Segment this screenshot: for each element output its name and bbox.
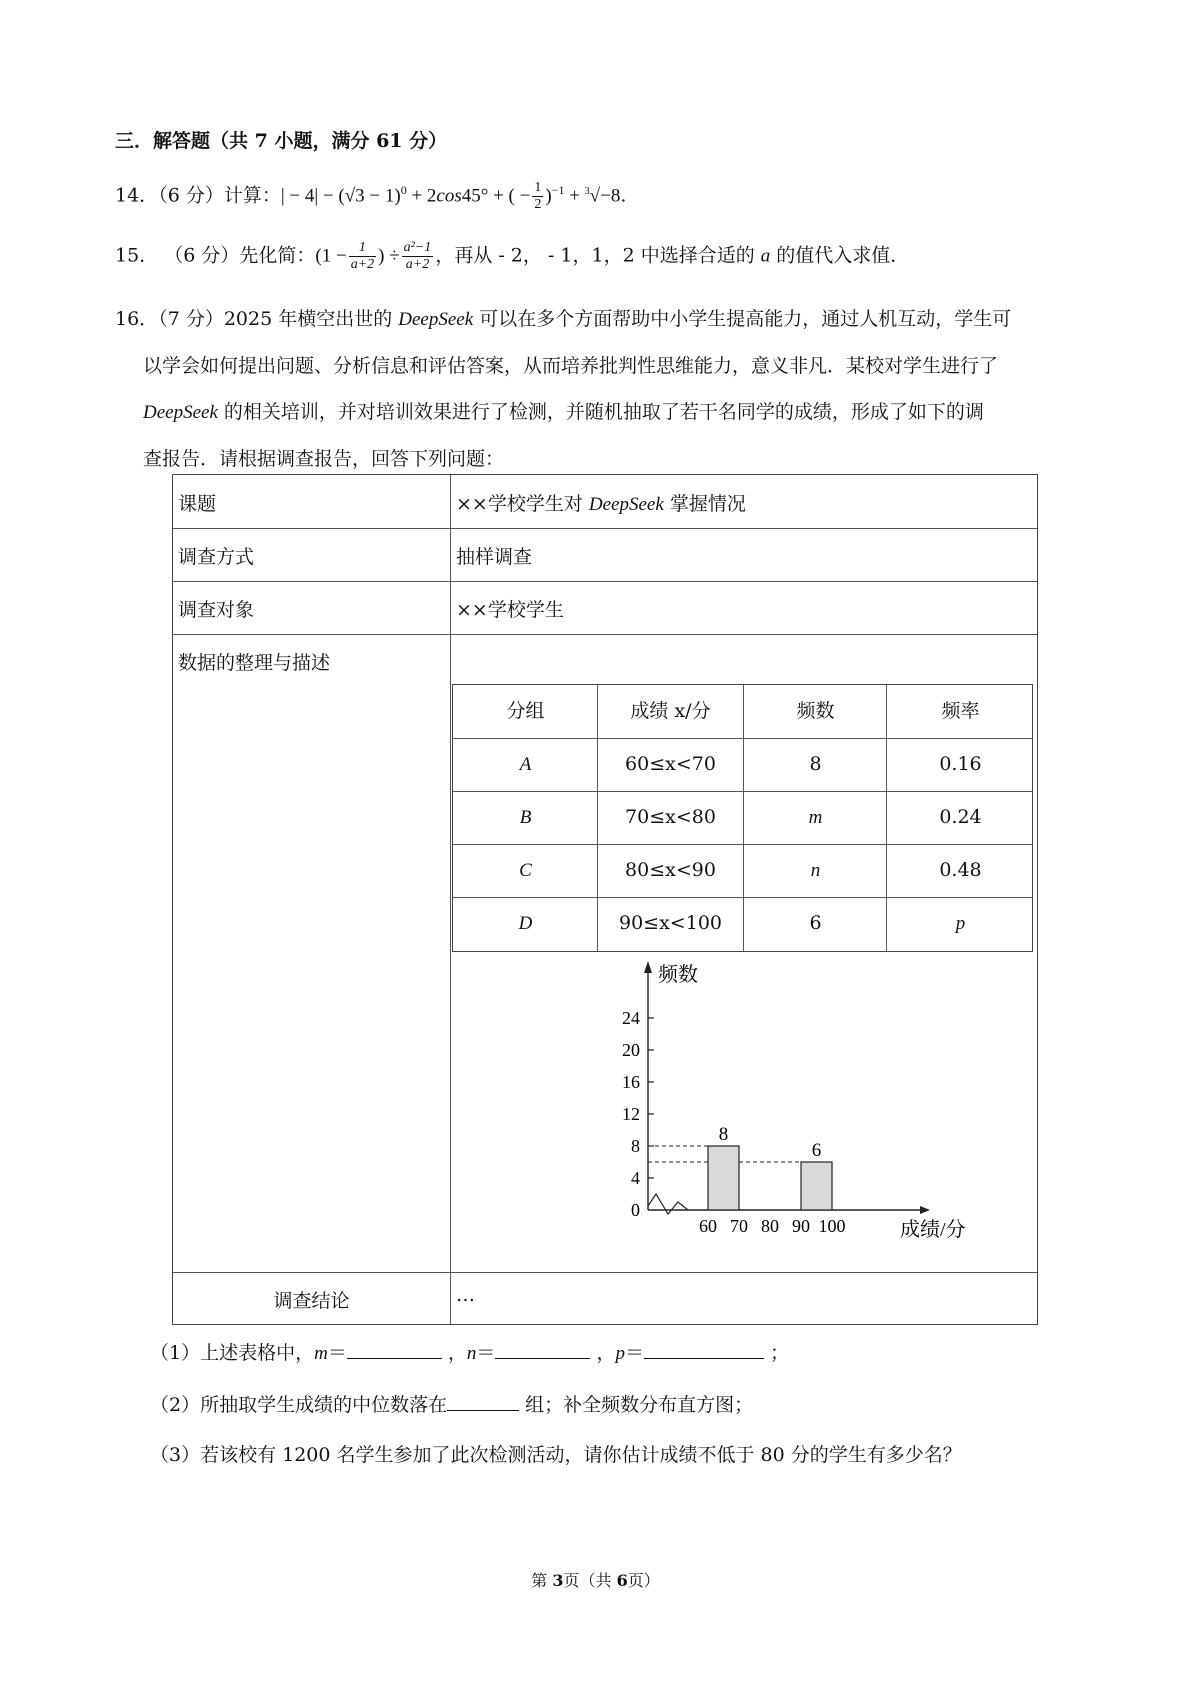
q14-fraction: [532, 180, 543, 213]
topic-pre: ××学校学生对: [456, 493, 589, 515]
s1-end: ；: [763, 1342, 790, 1364]
freq-cell: 80≤x<90: [625, 859, 716, 881]
report-row-line: [173, 634, 1037, 635]
freq-cell: A: [519, 754, 532, 775]
x-tick-label: 100: [818, 1216, 846, 1236]
subquestion-1: [150, 1338, 789, 1365]
q14-expr-b: + 2: [406, 185, 437, 207]
q14-expr-d: ): [545, 185, 552, 207]
q15-part2: ) ÷: [378, 245, 400, 267]
answer-blank-p[interactable]: [644, 1338, 764, 1359]
x-axis-arrow: [920, 1206, 930, 1214]
frequency-table: [452, 684, 1033, 952]
q16-line-2: [115, 343, 1090, 389]
answer-blank-n[interactable]: [495, 1338, 590, 1359]
q15-part4: 的值代入求值．: [770, 244, 910, 267]
q14-expr-e: +: [564, 185, 585, 207]
s1-comma-1: ，: [441, 1342, 467, 1364]
q16-text-5: 查报告．请根据调查报告，回答下列问题：: [143, 448, 505, 470]
q15-f2-den: a+2: [405, 257, 430, 272]
q14-cos: cos: [436, 185, 462, 207]
freq-cell: 0.24: [939, 806, 982, 828]
y-axis-arrow: [644, 961, 652, 973]
y-tick-label: 4: [631, 1168, 640, 1188]
section-title: 三．解答题（共 7 小题，满分 61 分）: [115, 130, 448, 152]
q15-f2-num: a²−1: [403, 240, 432, 255]
q16-text-2: 可以在多个方面帮助中小学生提高能力，通过人机互动，学生可: [473, 308, 1012, 330]
report-row-line: [173, 1272, 1037, 1273]
x-tick-label: 60: [699, 1216, 717, 1236]
x-tick-label: 80: [761, 1216, 779, 1236]
question-15: [115, 240, 909, 273]
freq-header-group: 分组: [506, 700, 545, 722]
s1-p: p: [615, 1343, 625, 1364]
q15-fraction-1: [349, 240, 376, 273]
q14-expr-a: | − 4| − (√3 − 1): [280, 185, 401, 207]
s1-eq-n: ＝: [476, 1342, 496, 1364]
report-row-line: [173, 581, 1037, 582]
q14-points: （6 分）: [158, 184, 224, 207]
q14-exp-neg1: −1: [551, 183, 565, 198]
q16-text-1: 2025 年横空出世的: [223, 308, 399, 330]
page-footer: [0, 1568, 1191, 1591]
q15-part1: (1 −: [315, 245, 347, 267]
report-row-line: [173, 528, 1037, 529]
subquestion-2: [150, 1390, 753, 1417]
freq-header-score: 成绩 x/分: [630, 700, 711, 722]
x-tick-label: 90: [792, 1216, 810, 1236]
method-value: 抽样调查: [456, 546, 533, 568]
q16-deepseek-2: DeepSeek: [143, 402, 218, 423]
freq-cell: 70≤x<80: [625, 806, 716, 828]
freq-cell: m: [808, 807, 823, 828]
s1-eq-p: ＝: [624, 1342, 644, 1364]
q16-points: （7 分）: [158, 308, 224, 330]
s1-m: m: [314, 1343, 328, 1364]
freq-cell: 90≤x<100: [619, 912, 722, 934]
subquestion-3: （3）若该校有 1200 名学生参加了此次检测活动，请你估计成绩不低于 80 分的学生有多少名？: [150, 1444, 962, 1466]
y-axis-label: 频数: [658, 964, 698, 986]
q14-frac-num: 1: [534, 180, 542, 195]
freq-cell: p: [955, 913, 966, 934]
q16-line-3: [115, 389, 1090, 436]
answer-blank-m[interactable]: [347, 1338, 442, 1359]
footer-pre: 第: [531, 1571, 553, 1590]
histogram-bar: [708, 1146, 739, 1210]
bar-value-label: 8: [718, 1124, 729, 1145]
object-value: ××学校学生: [456, 599, 564, 621]
s2-text-a: （2）所抽取学生成绩的中位数落在: [150, 1394, 448, 1416]
q16-deepseek-1: DeepSeek: [398, 309, 474, 330]
q14-expr-c: 45° + ( −: [461, 185, 531, 207]
q15-fraction-2: [402, 240, 434, 273]
data-label: 数据的整理与描述: [178, 652, 331, 674]
freq-header-rate: 频率: [941, 700, 980, 722]
q15-var: a: [760, 245, 771, 267]
q16-text-3: 以学会如何提出问题、分析信息和评估答案，从而培养批判性思维能力，意义非凡．某校对学生进行了: [143, 355, 999, 377]
x-tick-label: 70: [730, 1216, 748, 1236]
y-tick-label: 0: [631, 1200, 640, 1220]
q15-points: （6 分）: [164, 244, 240, 267]
q16-text-4: 的相关培训，并对培训效果进行了检测，并随机抽取了若干名同学的成绩，形成了如下的调: [217, 401, 984, 423]
y-tick-label: 16: [622, 1072, 640, 1092]
q15-prompt: 先化简：: [239, 244, 316, 267]
footer-page: 3: [552, 1571, 564, 1590]
freq-cell: D: [518, 913, 533, 934]
q14-prompt: 计算：: [223, 184, 281, 207]
s2-text-b: 组；补全频数分布直方图；: [519, 1394, 754, 1416]
method-label: 调查方式: [178, 546, 255, 568]
topic-deepseek: DeepSeek: [588, 494, 664, 515]
s1-comma-2: ，: [590, 1342, 616, 1364]
freq-header-count: 频数: [796, 700, 835, 722]
topic-label: 课题: [178, 493, 217, 515]
freq-cell: B: [519, 807, 532, 828]
q14-end: .: [620, 184, 627, 207]
y-tick-label: 12: [622, 1104, 640, 1124]
footer-post: 页）: [627, 1571, 660, 1590]
freq-cell: 60≤x<70: [625, 753, 716, 775]
q14-number: 14．: [115, 184, 159, 207]
object-label: 调查对象: [178, 599, 255, 621]
q15-part3: ，再从 - 2， - 1，1，2 中选择合适的: [435, 244, 761, 267]
topic-value: [456, 489, 746, 516]
report-divider: [450, 475, 451, 1324]
answer-blank-median-group[interactable]: [447, 1390, 519, 1411]
s1-eq-m: ＝: [327, 1342, 347, 1364]
q14-exp-zero: 0: [400, 183, 407, 198]
freq-cell: 0.48: [939, 859, 982, 881]
conclusion-value: …: [456, 1284, 475, 1306]
bar-value-label: 6: [811, 1140, 822, 1161]
question-16: [115, 296, 1090, 482]
freq-cell: 6: [809, 912, 822, 934]
q15-number: 15．: [115, 244, 159, 267]
freq-cell: 8: [809, 753, 822, 775]
q15-f1-num: 1: [349, 240, 376, 257]
x-axis-label: 成绩/分: [900, 1219, 966, 1241]
q14-cube-index: 3: [584, 186, 590, 198]
footer-mid: 页（共: [563, 1571, 617, 1590]
histogram-bar: [801, 1162, 832, 1210]
y-tick-label: 8: [631, 1136, 640, 1156]
footer-total: 6: [616, 1571, 628, 1590]
q16-number: 16．: [115, 308, 159, 330]
freq-cell: 0.16: [939, 753, 982, 775]
axis-break: [648, 1194, 688, 1214]
s1-text: （1）上述表格中，: [150, 1342, 315, 1364]
freq-cell: n: [810, 860, 821, 881]
q14-cube-root: √−8: [589, 185, 621, 207]
q14-frac-den: 2: [534, 197, 542, 212]
topic-post: 掌握情况: [663, 493, 746, 515]
freq-cell: C: [519, 860, 532, 881]
conclusion-label: 调查结论: [273, 1290, 350, 1312]
frequency-histogram: [600, 955, 980, 1255]
s1-n: n: [466, 1343, 477, 1364]
question-14: [115, 180, 626, 213]
q15-f1-den: a+2: [350, 257, 375, 272]
y-tick-label: 20: [622, 1040, 640, 1060]
y-tick-label: 24: [622, 1008, 640, 1028]
